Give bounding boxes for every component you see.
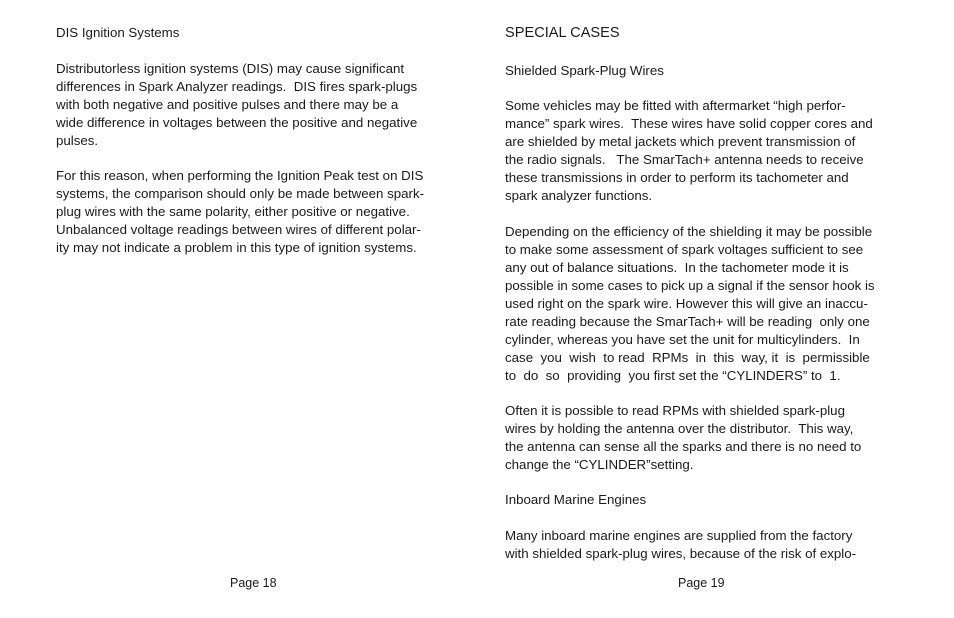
text-line: these transmissions in order to perform its tachometer and	[505, 170, 849, 185]
text-line: cylinder, whereas you have set the unit for multicylinders. In	[505, 332, 860, 347]
text-line: plug wires with the same polarity, either positive or negative.	[56, 204, 410, 219]
text-line: the radio signals. The SmarTach+ antenna needs to receive	[505, 152, 864, 167]
text-line: pulses.	[56, 133, 99, 148]
text-line: differences in Spark Analyzer readings. DIS fires spark-plugs	[56, 79, 418, 94]
text-line: wide difference in voltages between the positive and negative	[56, 115, 418, 130]
text-line: Unbalanced voltage readings between wires of different polar-	[56, 222, 421, 237]
text-line: Some vehicles may be fitted with aftermarket “high perfor-	[505, 98, 846, 113]
text-line: case you wish to read RPMs in this way, it is permissible	[505, 350, 870, 365]
text-line: rate reading because the SmarTach+ will be reading only one	[505, 314, 870, 329]
text-line: Distributorless ignition systems (DIS) may cause significant	[56, 61, 405, 76]
page-number-left: Page 18	[230, 576, 277, 590]
text-line: wires by holding the antenna over the distributor. This way,	[505, 421, 854, 436]
section-heading-dis: DIS Ignition Systems	[56, 25, 180, 40]
section-title: SPECIAL CASES	[505, 25, 620, 41]
text-line: to make some assessment of spark voltages sufficient to see	[505, 242, 864, 257]
text-line: to do so providing you first set the “CYLINDERS” to 1.	[505, 368, 841, 383]
text-line: the antenna can sense all the sparks and there is no need to	[505, 439, 862, 454]
subheading-shielded-wires: Shielded Spark-Plug Wires	[505, 63, 664, 78]
text-line: possible in some cases to pick up a signal if the sensor hook is	[505, 278, 875, 293]
left-page	[56, 0, 451, 618]
text-line: with shielded spark-plug wires, because of the risk of explo-	[505, 546, 857, 561]
text-line: mance” spark wires. These wires have solid copper cores and	[505, 116, 873, 131]
text-line: spark analyzer functions.	[505, 188, 653, 203]
text-line: Depending on the efficiency of the shielding it may be possible	[505, 224, 873, 239]
right-page	[505, 0, 905, 618]
subheading-marine-engines: Inboard Marine Engines	[505, 492, 647, 507]
text-line: with both negative and positive pulses and there may be a	[56, 97, 399, 112]
text-line: systems, the comparison should only be made between spark-	[56, 186, 425, 201]
text-line: used right on the spark wire. However this will give an inaccu-	[505, 296, 868, 311]
text-line: Often it is possible to read RPMs with shielded spark-plug	[505, 403, 845, 418]
text-line: any out of balance situations. In the tachometer mode it is	[505, 260, 849, 275]
page-number-right: Page 19	[678, 576, 725, 590]
text-line: change the “CYLINDER”setting.	[505, 457, 694, 472]
text-line: Many inboard marine engines are supplied from the factory	[505, 528, 853, 543]
text-line: are shielded by metal jackets which prevent transmission of	[505, 134, 856, 149]
text-line: For this reason, when performing the Ignition Peak test on DIS	[56, 168, 424, 183]
text-line: ity may not indicate a problem in this type of ignition systems.	[56, 240, 417, 255]
